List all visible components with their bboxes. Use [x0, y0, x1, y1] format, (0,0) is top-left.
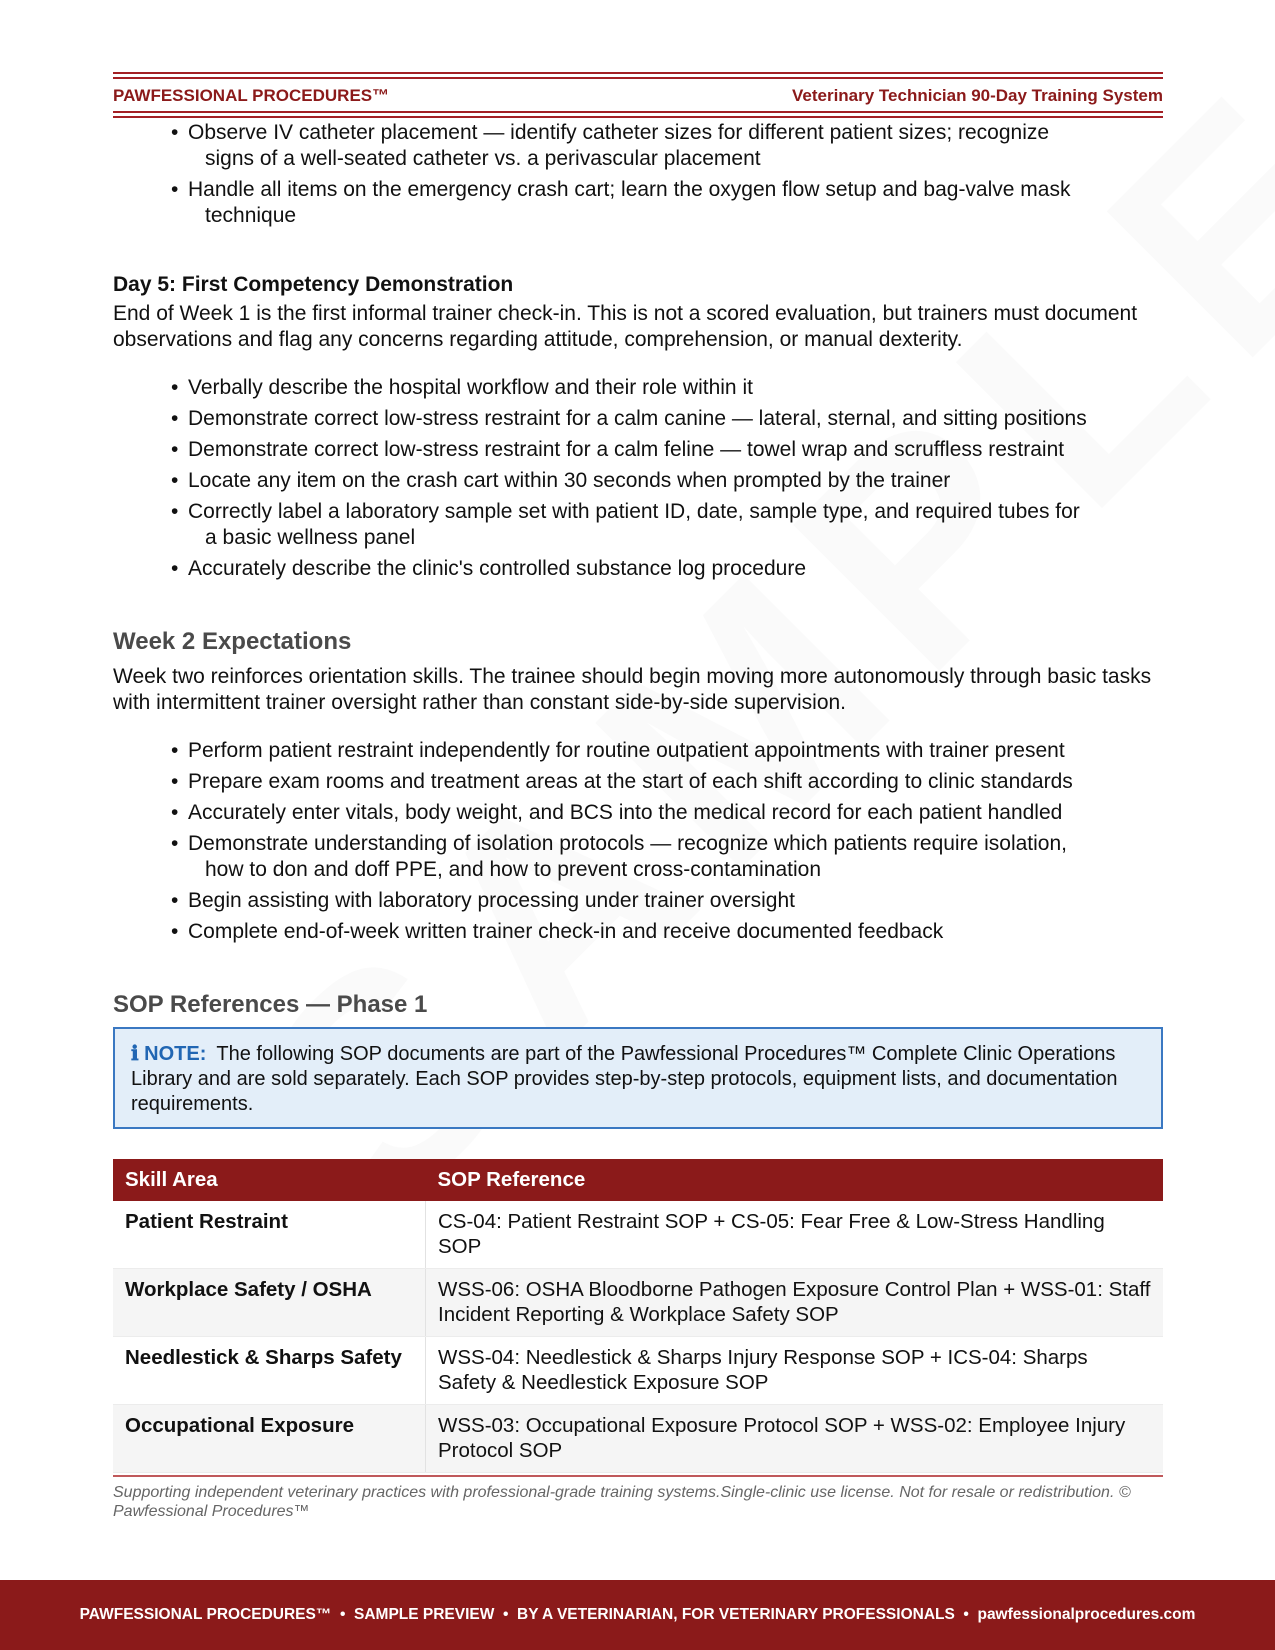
list-item	[171, 769, 1163, 795]
week2-paragraph: Week two reinforces orientation skills. The trainee should begin moving more autonomously through basic tasks with intermittent trainer oversight rather than constant side-by-side supervision.	[113, 665, 1152, 714]
bullet-dot: •	[171, 500, 179, 523]
note-text: The following SOP documents are part of the Pawfessional Procedures™ Complete Clinic Operations Library and are sold separately. Each SOP provides step-by-step protocols, equipment lists, and documentation requirements.	[131, 1043, 1118, 1115]
list-item	[171, 499, 1163, 551]
header-rule	[113, 111, 1163, 113]
intro-bullet-list	[113, 120, 1163, 229]
list-item-text-continued: technique	[205, 204, 297, 227]
bullet-dot: •	[171, 889, 179, 912]
week2-heading: Week 2 Expectations	[113, 628, 352, 655]
list-item	[171, 800, 1163, 826]
bullet-dot: •	[171, 920, 179, 943]
footer-bar-text: PAWFESSIONAL PROCEDURES™ • SAMPLE PREVIEW • BY A VETERINARIAN, FOR VETERINARY PROFESSIONALS • pawfessionalprocedures.com	[79, 1606, 1196, 1623]
list-item	[171, 556, 1163, 582]
bullet-dot: •	[171, 801, 179, 824]
list-item-text: Complete end-of-week written trainer check-in and receive documented feedback	[188, 920, 944, 943]
list-item-text: Accurately enter vitals, body weight, and BCS into the medical record for each patient handled	[188, 801, 1063, 824]
list-item	[171, 375, 1163, 401]
day5-title: Day 5: First Competency Demonstration	[113, 273, 514, 296]
list-item-text: Verbally describe the hospital workflow and their role within it	[188, 376, 753, 399]
list-item-text-continued: signs of a well-seated catheter vs. a perivascular placement	[205, 147, 761, 170]
list-item	[171, 468, 1163, 494]
bullet-dot: •	[171, 121, 179, 144]
bullet-dot: •	[171, 178, 179, 201]
list-item-text: Handle all items on the emergency crash cart; learn the oxygen flow setup and bag-valve mask	[188, 178, 1071, 201]
list-item-text: Demonstrate correct low-stress restraint for a calm canine — lateral, sternal, and sitting positions	[188, 407, 1087, 430]
ref-cell: CS-04: Patient Restraint SOP + CS-05: Fear Free & Low-Stress Handling SOP	[426, 1201, 1164, 1269]
table-row	[113, 1405, 1163, 1473]
ref-cell: WSS-03: Occupational Exposure Protocol SOP + WSS-02: Employee Injury Protocol SOP	[426, 1405, 1164, 1473]
page-header	[113, 79, 1163, 111]
note-label	[131, 1043, 206, 1065]
list-item-text: Perform patient restraint independently for routine outpatient appointments with trainer present	[188, 739, 1065, 762]
list-item	[171, 738, 1163, 764]
bullet-dot: •	[171, 832, 179, 855]
bullet-dot: •	[171, 739, 179, 762]
ref-cell: WSS-06: OSHA Bloodborne Pathogen Exposure Control Plan + WSS-01: Staff Incident Reporting & Workplace Safety SOP	[426, 1269, 1164, 1337]
bullet-dot: •	[171, 469, 179, 492]
skill-cell: Occupational Exposure	[113, 1405, 426, 1473]
list-item-text: Correctly label a laboratory sample set with patient ID, date, sample type, and required tubes for	[188, 500, 1080, 523]
list-item	[171, 120, 1163, 172]
skill-cell: Patient Restraint	[113, 1201, 426, 1269]
list-item	[171, 888, 1163, 914]
list-item-text: Prepare exam rooms and treatment areas at the start of each shift according to clinic standards	[188, 770, 1073, 793]
list-item	[171, 919, 1163, 945]
ref-cell: WSS-04: Needlestick & Sharps Injury Response SOP + ICS-04: Sharps Safety & Needlestick Exposure SOP	[426, 1337, 1164, 1405]
table-header-row	[113, 1159, 1163, 1201]
table-row	[113, 1201, 1163, 1269]
document-page	[113, 72, 1163, 1521]
list-item-text: Begin assisting with laboratory processing under trainer oversight	[188, 889, 795, 912]
header-sop-reference: SOP Reference	[426, 1159, 1164, 1201]
footer-rule	[113, 1475, 1163, 1477]
table-row	[113, 1337, 1163, 1405]
header-system: Veterinary Technician 90-Day Training System	[791, 86, 1163, 105]
day5-bullet-list	[113, 375, 1163, 582]
week2-bullet-list	[113, 738, 1163, 945]
header-brand: PAWFESSIONAL PROCEDURES™	[113, 86, 390, 105]
header-skill-area: Skill Area	[113, 1159, 426, 1201]
footer-bar	[0, 1580, 1275, 1650]
footer-note: Supporting independent veterinary practices with professional-grade training systems.Single-clinic use license. Not for resale or redistribution. © Pawfessional Procedures™	[113, 1484, 1131, 1520]
list-item	[171, 437, 1163, 463]
note-box	[113, 1027, 1163, 1129]
skill-cell: Needlestick & Sharps Safety	[113, 1337, 426, 1405]
info-icon: ℹ	[131, 1041, 139, 1065]
bullet-dot: •	[171, 557, 179, 580]
bullet-dot: •	[171, 438, 179, 461]
list-item	[171, 831, 1163, 883]
list-item-text-continued: a basic wellness panel	[205, 526, 416, 549]
note-label-text: NOTE:	[144, 1043, 207, 1065]
sop-table	[113, 1159, 1163, 1473]
header-rule	[113, 116, 1163, 118]
list-item-text: Locate any item on the crash cart within 30 seconds when prompted by the trainer	[188, 469, 951, 492]
header-rule	[113, 72, 1163, 74]
list-item-text: Demonstrate understanding of isolation protocols — recognize which patients require isolation,	[188, 832, 1067, 855]
table-row	[113, 1269, 1163, 1337]
list-item-text: Observe IV catheter placement — identify catheter sizes for different patient sizes; recognize	[188, 121, 1050, 144]
list-item	[171, 406, 1163, 432]
bullet-dot: •	[171, 770, 179, 793]
bullet-dot: •	[171, 376, 179, 399]
bullet-dot: •	[171, 407, 179, 430]
list-item-text: Demonstrate correct low-stress restraint for a calm feline — towel wrap and scruffless restraint	[188, 438, 1065, 461]
sop-heading: SOP References — Phase 1	[113, 991, 428, 1018]
list-item-text-continued: how to don and doff PPE, and how to prevent cross-contamination	[205, 858, 821, 881]
list-item-text: Accurately describe the clinic's controlled substance log procedure	[188, 557, 807, 580]
day5-paragraph: End of Week 1 is the first informal trainer check-in. This is not a scored evaluation, but trainers must document observations and flag any concerns regarding attitude, comprehension, or manual dexterity.	[113, 302, 1138, 351]
skill-cell: Workplace Safety / OSHA	[113, 1269, 426, 1337]
list-item	[171, 177, 1163, 229]
